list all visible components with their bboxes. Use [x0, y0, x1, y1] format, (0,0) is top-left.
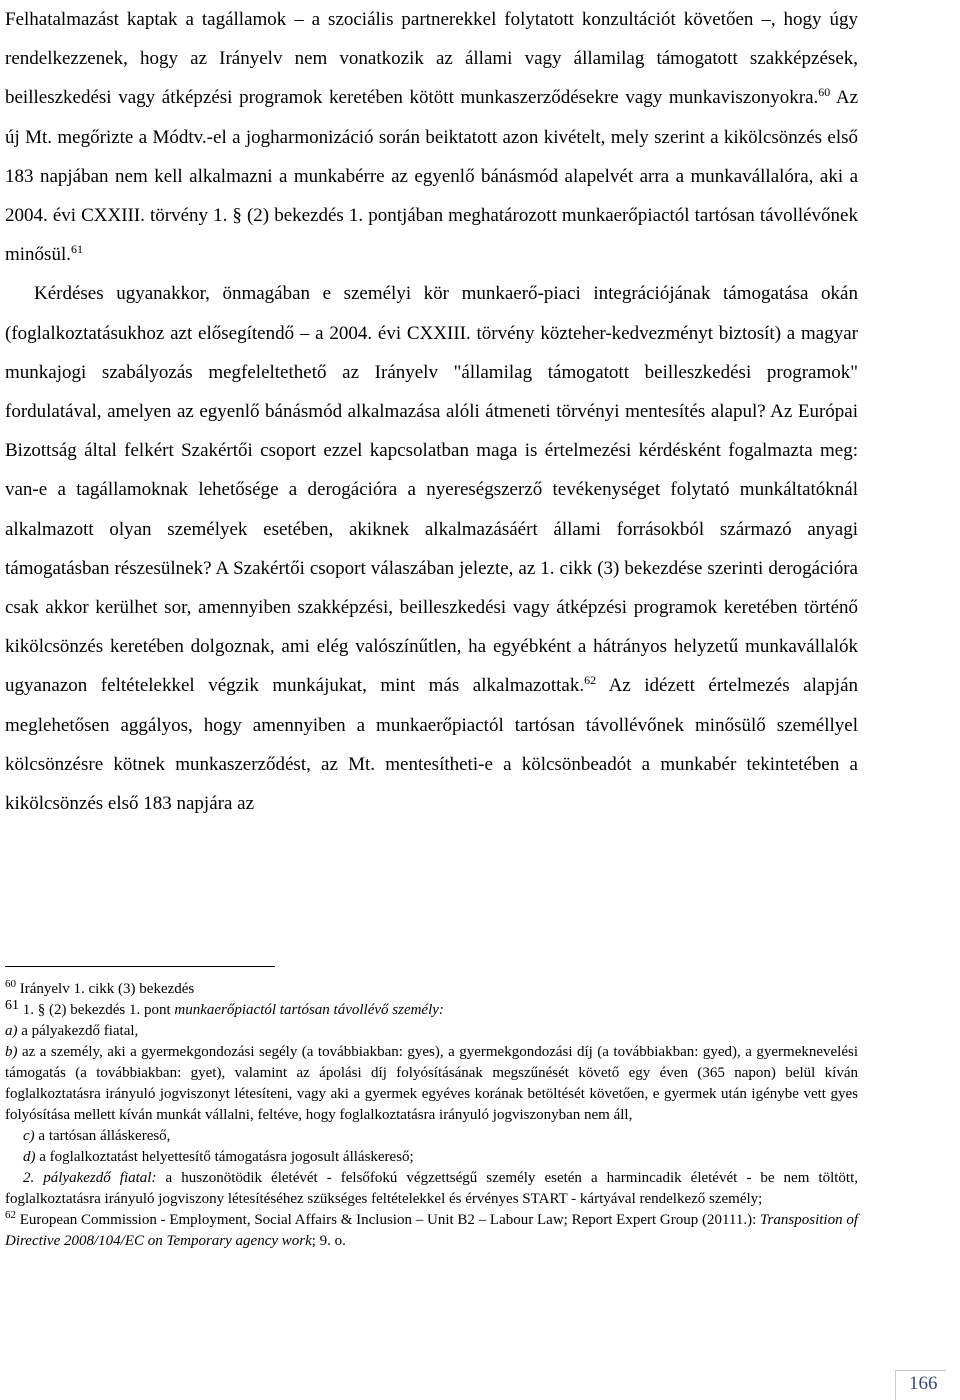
- footnote-61-c-text: a tartósan álláskereső,: [34, 1128, 171, 1144]
- footnote-61-point-2: [5, 1168, 858, 1210]
- footnote-61-c-label: c): [23, 1128, 35, 1144]
- footnote-61-b-text: az a személy, aki a gyermekgondozási segély (a továbbiakban: gyes), a gyermekgondozási díj (a továbbiakban: gyed), a gyermeknevelési támogatás (a továbbiakban: gyet), valamint az ápolási díj folyósításának megszűnését követő egy éven (365 napon) belül kíván foglalkoztatásra irányuló jogviszonyt létesíteni, vagy aki a gyermek egyéves korának betöltését követően, e gyermek után igénybe vett gyes folyósítása mellett kíván munkát vállalni, feltéve, hogy foglalkoztatásra irányuló jogviszonyban nem áll,: [5, 1044, 858, 1123]
- page-number: 166: [909, 1373, 938, 1394]
- footnote-61-point-2-label: 2. pályakezdő fiatal:: [23, 1170, 157, 1186]
- footnote-61-item-a: [5, 1021, 858, 1042]
- footnote-61-lead-italic: munkaerőpiactól tartósan távollévő személy:: [174, 1002, 444, 1018]
- footnote-separator: [5, 966, 275, 967]
- footnote-ref-61[interactable]: 61: [70, 242, 83, 257]
- footnote-62-number: 62: [5, 1209, 16, 1221]
- footnote-61-b-label: b): [5, 1044, 18, 1060]
- footnote-61-point-2-text: a huszonötödik életévét - felsőfokú végzettségű személy esetén a harmincadik életévét - be nem töltött, foglalkoztatásra irányuló jogviszony létesítéséhez szükséges feltételekkel és érvényes START - kártyával rendelkező személy;: [5, 1170, 858, 1207]
- footnote-61-d-text: a foglalkoztatást helyettesítő támogatásra jogosult álláskereső;: [35, 1149, 414, 1165]
- footnote-62: [5, 1210, 858, 1252]
- footnote-ref-62[interactable]: 62: [584, 673, 597, 688]
- footnotes: [5, 979, 858, 1252]
- body-text: [5, 0, 858, 823]
- paragraph-1-text-b: Az új Mt. megőrizte a Módtv.-el a jogharmonizáció során beiktatott azon kivételt, mely szerint a kikölcsönzés első 183 napjában nem kell alkalmazni a munkabérre az egyenlő bánásmód alapelvét arra a munkavállalóra, aki a 2004. évi CXXIII. törvény 1. § (2) bekezdés 1. pontjában meghatározott munkaerőpiactól tartósan távollévőnek minősül.: [5, 87, 858, 266]
- footnote-60: [5, 979, 858, 1000]
- paragraph-2-text-b: Az idézett értelmezés alapján meglehetősen aggályos, hogy amennyiben a munkaerőpiactól tartósan távollévőnek minősülő személlyel kölcsönzésre kötnek munkaszerződést, az Mt. mentesítheti-e a kölcsönbeadót a munkabér tekintetében a kikölcsönzés első 183 napjára az: [5, 675, 858, 815]
- paragraph-1-text-a: Felhatalmazást kaptak a tagállamok – a szociális partnerekkel folytatott konzultációt követően –, hogy úgy rendelkezzenek, hogy az Irányelv nem vonatkozik az állami vagy államilag támogatott szakképzések, beilleszkedési vagy átképzési programok keretében kötött munkaszerződésekre vagy munkaviszonyokra.: [5, 9, 858, 109]
- footnote-61-a-label: a): [5, 1023, 18, 1039]
- footnote-61-item-c: [5, 1126, 858, 1147]
- footnote-61-item-b: [5, 1042, 858, 1126]
- footnote-61-lead: 1. § (2) bekezdés 1. pont: [19, 1002, 175, 1018]
- footnote-60-number: 60: [5, 978, 16, 990]
- footnote-62-tail: ; 9. o.: [311, 1233, 346, 1249]
- footnote-61-number: 61: [5, 998, 19, 1013]
- paragraph-2: [5, 274, 858, 823]
- footnote-62-title: Transposition of Directive 2008/104/EC on Temporary agency work: [5, 1212, 859, 1249]
- footnote-ref-60[interactable]: 60: [818, 85, 831, 100]
- footnote-61: [5, 1000, 858, 1021]
- footnote-61-item-d: [5, 1147, 858, 1168]
- paragraph-1: [5, 0, 858, 274]
- footnote-62-text: European Commission - Employment, Social Affairs & Inclusion – Unit B2 – Labour Law; Report Expert Group (20111.):: [16, 1212, 761, 1228]
- footnote-61-d-label: d): [23, 1149, 36, 1165]
- paragraph-2-text-a: Kérdéses ugyanakkor, önmagában e személyi kör munkaerő-piaci integrációjának támogatása okán (foglalkoztatásukhoz azt elősegítendő – a 2004. évi CXXIII. törvény közteher-kedvezményt biztosít) a magyar munkajogi szabályozás megfeleltethető az Irányelv "államilag támogatott beilleszkedési programok" fordulatával, amelyen az egyenlő bánásmód alkalmazása alóli átmeneti törvényi mentesítés alapul? Az Európai Bizottság által felkért Szakértői csoport ezzel kapcsolatban maga is értelmezési kérdésként fogalmazta meg: van-e a tagállamoknak lehetősége a derogációra a nyereségszerző tevékenységet folytató munkáltatóknál alkalmazott olyan személyek esetében, akiknek alkalmazásáért állami forrásokból származó anyagi támogatásban részesülnek? A Szakértői csoport válaszában jelezte, az 1. cikk (3) bekezdése szerinti derogációra csak akkor kerülhet sor, amennyiben szakképzési, beilleszkedési vagy átképzési programok keretében történő kikölcsönzés keretében dolgoznak, ami elég valószínűtlen, ha egyébként a hátrányos helyzetű munkavállalók ugyanazon feltételekkel végzik munkájukat, mint más alkalmazottak.: [5, 283, 858, 697]
- footnote-60-text: Irányelv 1. cikk (3) bekezdés: [16, 981, 195, 997]
- footnote-61-a-text: a pályakezdő fiatal,: [17, 1023, 139, 1039]
